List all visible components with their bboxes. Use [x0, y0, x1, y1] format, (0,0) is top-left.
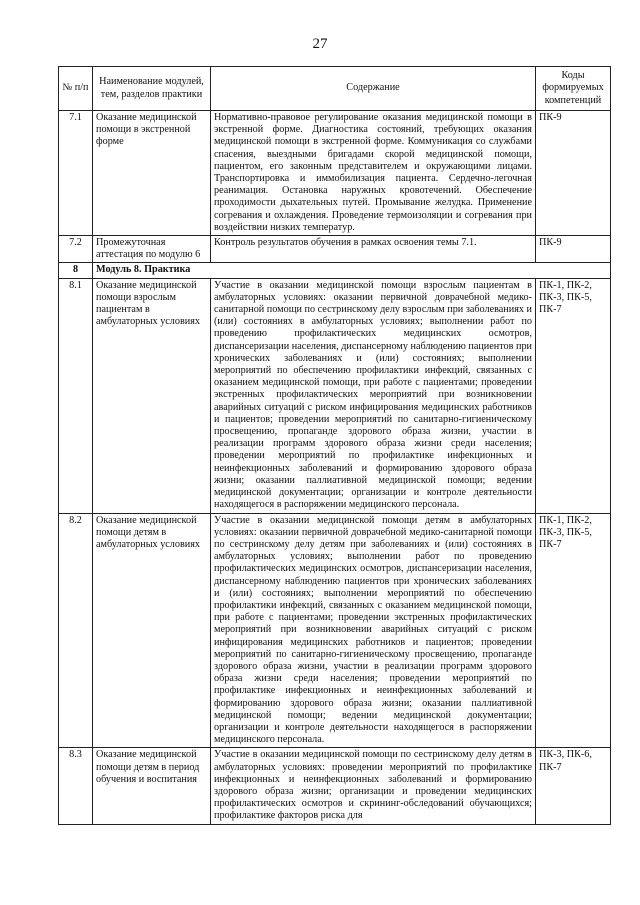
table-row: [59, 748, 611, 824]
row-codes: ПК-9: [536, 111, 611, 236]
row-codes: ПК-1, ПК-2, ПК-3, ПК-5, ПК-7: [536, 513, 611, 748]
row-content: Нормативно-правовое регулирование оказания медицинской помощи в экстренной форме. Диагностика состояний, требующих оказания медицинской помощи в экстренной форме. Коммуникация со службами спасения, выездными бригадами скорой медицинской помощи, пациентом, его законным представителем и окружающими лицами. Транспортировка и иммобилизация пациента. Сердечно-легочная реанимация. Остановка наружных кровотечений. Обеспечение проходимости дыхательных путей. Промывание желудка. Применение согревания и охлаждения. Проведение термоизоляции и согревания при воздействии низких температур.: [211, 111, 536, 236]
header-name: Наименование модулей, тем, разделов практики: [93, 67, 211, 111]
row-content: Контроль результатов обучения в рамках освоения темы 7.1.: [211, 236, 536, 263]
curriculum-table: [58, 66, 611, 825]
row-codes: ПК-3, ПК-6, ПК-7: [536, 748, 611, 824]
row-name: Оказание медицинской помощи в экстренной форме: [93, 111, 211, 236]
module-num: 8: [59, 263, 93, 278]
row-content: Участие в оказании медицинской помощи детям в амбулаторных условиях: оказании первичной доврачебной медико-санитарной помощи по сестринскому делу детям при заболеваниях и (или) состояниях в амбулаторных условиях; выполнении работ по проведению профилактических медицинских осмотров, диспансеризации населения, диспансерному наблюдению пациентов при хронических заболеваниях и (или) состояниях; выполнении мероприятий по обеспечению профилактики инфекций, связанных с оказанием медицинской помощи, при работе с пациентами; проведении экстренных профилактических мероприятий при возникновении аварийных ситуаций с риском инфицирования медицинских работников и пациентов; проведении мероприятий по санитарно-гигиеническому просвещению, пропаганде здорового образа жизни, участии в реализации программ здорового образа жизни среди населения; проведении мероприятий по профилактике инфекционных и неинфекционных заболеваний и формированию здорового образа жизни; оказании паллиативной медицинской помощи; ведении медицинской документации; организации и контроле деятельности находящегося в распоряжении медицинского персонала.: [211, 513, 536, 748]
module-title: Модуль 8. Практика: [93, 263, 611, 278]
table-row: [59, 513, 611, 748]
row-num: 8.1: [59, 278, 93, 513]
row-codes: ПК-9: [536, 236, 611, 263]
header-content: Содержание: [211, 67, 536, 111]
row-codes: ПК-1, ПК-2, ПК-3, ПК-5, ПК-7: [536, 278, 611, 513]
module-row: [59, 263, 611, 278]
table-row: [59, 111, 611, 236]
header-num: № п/п: [59, 67, 93, 111]
row-content: Участие в оказании медицинской помощи по сестринскому делу детям в амбулаторных условиях: проведении мероприятий по профилактике инфекционных и неинфекционных заболеваний и формированию здорового образа жизни; организации и проведении медицинских профилактических осмотров и скрининг-обследований обучающихся; профилактике факторов риска для: [211, 748, 536, 824]
row-name: Оказание медицинской помощи детям в амбулаторных условиях: [93, 513, 211, 748]
table-row: [59, 236, 611, 263]
row-content: Участие в оказании медицинской помощи взрослым пациентам в амбулаторных условиях: оказании первичной доврачебной медико-санитарной помощи по сестринскому делу взрослым при заболеваниях и (или) состояниях в амбулаторных условиях; выполнении работ по проведению профилактических медицинских осмотров, диспансеризации населения, диспансерному наблюдению пациентов при хронических заболеваниях и (или) состояниях; выполнении мероприятий по обеспечению профилактики инфекций, связанных с оказанием медицинской помощи, при работе с пациентами; проведении экстренных профилактических мероприятий при возникновении аварийных ситуаций с риском инфицирования медицинских работников и пациентов; проведении мероприятий по санитарно-гигиеническому просвещению, пропаганде здорового образа жизни, участии в реализации программ здорового образа жизни среди населения; проведении мероприятий по профилактике инфекционных и неинфекционных заболеваний и формированию здорового образа жизни; оказании паллиативной медицинской помощи; ведении медицинской документации; организации и контроле деятельности находящегося в распоряжении медицинского персонала.: [211, 278, 536, 513]
table-row: [59, 278, 611, 513]
row-num: 8.2: [59, 513, 93, 748]
page-number: 27: [312, 36, 328, 52]
row-num: 8.3: [59, 748, 93, 824]
row-name: Оказание медицинской помощи детям в период обучения и воспитания: [93, 748, 211, 824]
row-num: 7.1: [59, 111, 93, 236]
row-name: Оказание медицинской помощи взрослым пациентам в амбулаторных условиях: [93, 278, 211, 513]
row-name: Промежуточная аттестация по модулю 6: [93, 236, 211, 263]
header-codes: Коды формируемых компетенций: [536, 67, 611, 111]
row-num: 7.2: [59, 236, 93, 263]
table-header-row: [59, 67, 611, 111]
